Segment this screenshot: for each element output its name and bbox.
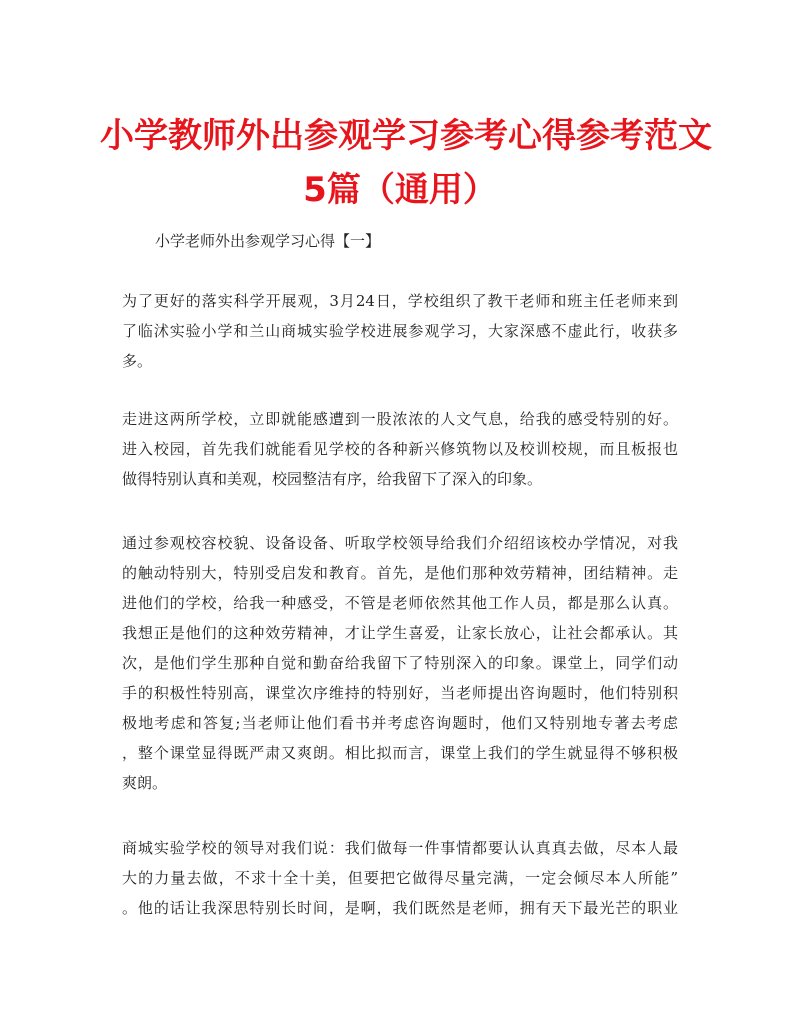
paragraph-line: 进他们的学校，给我一种感受，不管是老师依然其他工作人员，都是那么认真。 <box>122 594 678 612</box>
paragraph-line: 走进这两所学校，立即就能感遭到一股浓浓的人文气息，给我的感受特别的好。 <box>122 410 678 428</box>
paragraph-3 <box>122 528 678 798</box>
paragraph-line: 。他的话让我深思特别长时间，是啊，我们既然是老师，拥有天下最光芒的职业 <box>122 899 678 917</box>
section-heading: 小学老师外出参观学习心得【一】 <box>155 232 381 250</box>
paragraph-line: 多。 <box>122 352 153 370</box>
document-title-line-1: 小学教师外出参观学习参考心得参考范文 <box>100 116 712 156</box>
paragraph-line: 手的积极性特别高，课堂次序维持的特别好，当老师提出咨询题时，他们特别积 <box>122 684 678 702</box>
paragraph-line: 商城实验学校的领导对我们说：我们做每一件事情都要认认真真去做，尽本人最 <box>122 839 678 857</box>
paragraph-line: 的触动特别大，特别受启发和教育。首先，是他们那种效劳精神，团结精神。走 <box>122 564 678 582</box>
paragraph-line: 为了更好的落实科学开展观，3月24日，学校组织了教干老师和班主任老师来到 <box>122 292 678 310</box>
paragraph-line: 做得特别认真和美观，校园整洁有序，给我留下了深入的印象。 <box>122 470 543 488</box>
paragraph-line: 了临沭实验小学和兰山商城实验学校进展参观学习，大家深感不虚此行，收获多 <box>122 322 678 340</box>
paragraph-line: 爽朗。 <box>122 774 168 792</box>
paragraph-2 <box>122 404 678 494</box>
document-title-line-2: 5篇（通用） <box>303 170 497 210</box>
paragraph-4 <box>122 833 678 923</box>
paragraph-line: ，整个课堂显得既严肃又爽朗。相比拟而言，课堂上我们的学生就显得不够积极 <box>122 744 678 762</box>
paragraph-line: 次，是他们学生那种自觉和勤奋给我留下了特别深入的印象。课堂上，同学们动 <box>122 654 678 672</box>
paragraph-line: 进入校园，首先我们就能看见学校的各种新兴修筑物以及校训校规，而且板报也 <box>122 440 678 458</box>
paragraph-line: 通过参观校容校貌、设备设备、听取学校领导给我们介绍绍该校办学情况，对我 <box>122 534 678 552</box>
paragraph-line: 我想正是他们的这种效劳精神，才让学生喜爱，让家长放心，让社会都承认。其 <box>122 624 678 642</box>
paragraph-line: 大的力量去做，不求十全十美，但要把它做得尽量完满，一定会倾尽本人所能” <box>122 869 678 887</box>
paragraph-line: 极地考虑和答复;当老师让他们看书并考虑咨询题时，他们又特别地专著去考虑 <box>122 714 678 732</box>
paragraph-1 <box>122 286 678 376</box>
